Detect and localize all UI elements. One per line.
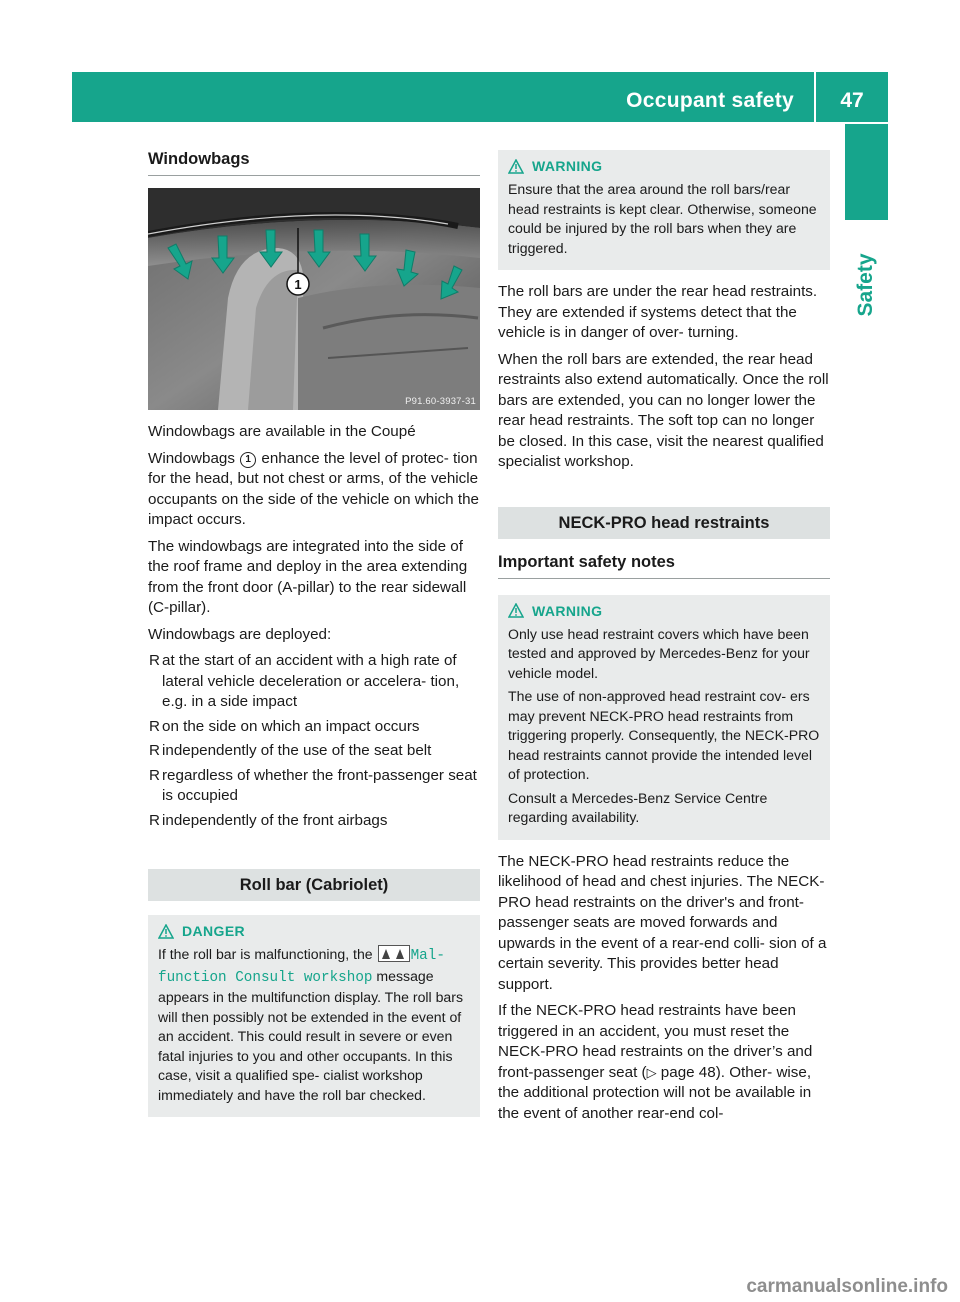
paragraph: The roll bars are under the rear head restraints. They are extended if systems detect that the vehicle is in danger of over- turning. bbox=[498, 283, 818, 341]
list-item: R independently of the use of the seat belt bbox=[149, 742, 432, 759]
windowbags-figure bbox=[148, 188, 480, 410]
paragraph: When the roll bars are extended, the rear head restraints also extend automatically. Once the roll bars are extended, you can no longer lower the rear head restraints. The soft top can no longer be closed. In this case, visit the nearest qualified specialist workshop. bbox=[498, 350, 829, 470]
list-item: R at the start of an accident with a high rate of lateral vehicle deceleration or accelera- tion, e.g. in a side impact bbox=[149, 652, 460, 710]
watermark: carmanualsonline.info bbox=[746, 1276, 948, 1297]
side-tab-label: Safety bbox=[854, 253, 877, 317]
paragraph: Windowbags are deployed: bbox=[148, 625, 332, 643]
header-bar bbox=[72, 72, 888, 122]
page-number: 47 bbox=[840, 89, 864, 112]
figure-code: P91.60-3937-31 bbox=[405, 396, 476, 407]
list-item: R independently of the front airbags bbox=[149, 811, 388, 829]
important-safety-heading: Important safety notes bbox=[498, 553, 830, 579]
paragraph: The NECK-PRO head restraints reduce the likelihood of head and chest injuries. The NECK-PRO head restraints on the driver's and front-passenger seats are moved forwards and upwards in the event of a rear-end colli- sion of a certain severity. This provides better head support. bbox=[498, 852, 827, 993]
warning-label: WARNING bbox=[532, 158, 603, 174]
warning-text: Consult a Mercedes-Benz Service Centre regarding availability. bbox=[508, 789, 768, 825]
windowbags-heading: Windowbags bbox=[148, 150, 480, 176]
page-reference-icon: ▷ bbox=[646, 1064, 657, 1080]
figure-callout: 1 bbox=[294, 277, 302, 292]
side-tab bbox=[845, 124, 888, 220]
danger-notice bbox=[148, 915, 480, 1117]
right-column bbox=[498, 150, 830, 1130]
warning-label: WARNING bbox=[532, 602, 603, 619]
rollbar-heading: Roll bar (Cabriolet) bbox=[148, 869, 480, 901]
page-reference-link[interactable]: page 48). Other- wise, the additional protection will not be available in the event of another rear-end col- bbox=[498, 1063, 812, 1122]
neck-pro-heading: NECK-PRO head restraints bbox=[498, 507, 830, 539]
list-item: R regardless of whether the front-passenger seat is occupied bbox=[149, 766, 477, 804]
section-title: Occupant safety bbox=[626, 72, 816, 122]
paragraph: Windowbags 1 enhance the level of protec- tion for the head, but not chest or arms, of the vehicle occupants on the side of the vehicle on which the impact occurs. bbox=[148, 449, 479, 528]
warning-text: Ensure that the area around the roll bars/rear head restraints is kept clear. Otherwise, someone could be injured by the roll bars when they are triggered. bbox=[508, 181, 817, 256]
windowbags-illustration bbox=[148, 188, 480, 410]
malfunction-display-icon bbox=[378, 945, 410, 962]
callout-1-icon: 1 bbox=[240, 452, 256, 468]
paragraph: The windowbags are integrated into the side of the roof frame and deploy in the area extending from the front door (A-pillar) to the rear sidewall (C-pillar). bbox=[148, 537, 468, 616]
list-item: R on the side on which an impact occurs bbox=[149, 717, 420, 735]
warning-notice-rollbars bbox=[498, 150, 830, 270]
paragraph: Windowbags are available in the Coupé bbox=[148, 423, 416, 440]
warning-triangle-icon bbox=[508, 603, 524, 618]
deployment-list bbox=[148, 651, 480, 831]
warning-triangle-icon bbox=[508, 159, 524, 174]
left-column bbox=[148, 150, 480, 1129]
warning-triangle-icon bbox=[158, 924, 174, 939]
danger-label: DANGER bbox=[182, 923, 246, 939]
warning-notice-neck-pro bbox=[498, 595, 830, 840]
paragraph: If the NECK-PRO head restraints have been triggered in an accident, you must reset the NECK-PRO head restraints on the driver’s and front-passenger seat (▷ page 48). Other- wise, the additional protection will not be available in the event of another rear-end col- bbox=[498, 1002, 813, 1122]
warning-text: Only use head restraint covers which have been tested and approved by Mercedes-Benz for your vehicle model. bbox=[508, 625, 810, 681]
danger-text: If the roll bar is malfunctioning, the Mal‐ function Consult workshop message appears in the multifunction display. The roll bars will then possibly not be extended in the event of an accident. This could result in severe or even fatal injuries to you and other occupants. In this case, visit a qualified spe- cialist workshop immediately and have the roll bar checked. bbox=[158, 946, 464, 1103]
warning-text: The use of non-approved head restraint cov- ers may prevent NECK-PRO head restraints from triggering properly. Consequently, the NECK-PRO head restraints cannot provide the intended level of protection. bbox=[508, 688, 820, 782]
